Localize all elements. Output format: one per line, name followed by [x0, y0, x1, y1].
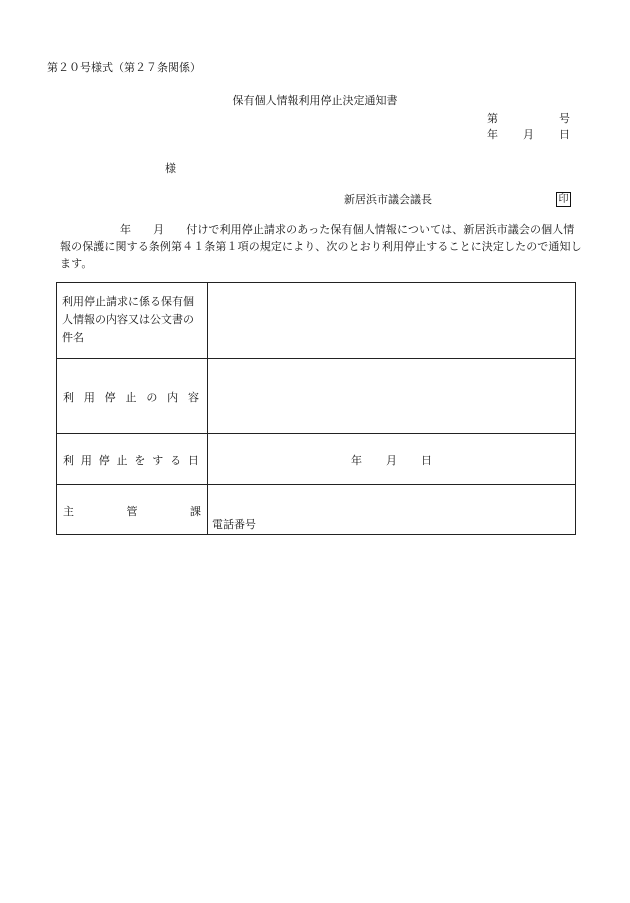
table-row-department [57, 485, 576, 535]
body-text: 付けで利用停止請求のあった保有個人情報については、新居浜市議会の個人情報の保護に関する条例第４１条第１項の規定により、次のとおり利用停止することに決定したので通知します。 [60, 223, 582, 270]
form-number: 第２０号様式（第２７条関係） [47, 61, 201, 74]
value-department[interactable] [208, 485, 576, 535]
issuer-name: 新居浜市議会議長 [344, 193, 432, 206]
table-row-date [57, 434, 576, 485]
value-content[interactable] [208, 359, 576, 434]
date-year: 年 [351, 454, 362, 467]
number-suffix: 号 [559, 112, 570, 125]
label-subject [57, 283, 208, 359]
date-day: 日 [421, 454, 432, 467]
document-number [487, 112, 570, 126]
label-content: 利 用 停 止 の 内 容 [57, 359, 208, 434]
table-row-content [57, 359, 576, 434]
number-prefix: 第 [487, 112, 498, 125]
seal-mark: 印 [556, 192, 571, 207]
issue-date-day: 日 [559, 128, 570, 141]
notice-body [60, 221, 582, 272]
addressee-honorific: 様 [165, 162, 176, 175]
label-date: 利 用 停 止 を す る 日 [57, 434, 208, 485]
tel-label: 電話番号 [212, 518, 256, 531]
date-month: 月 [386, 454, 397, 467]
label-subject-line-2: 人情報の内容又は公文書の [62, 313, 194, 326]
table-row-subject [57, 283, 576, 359]
decision-table [56, 282, 576, 535]
value-date[interactable] [208, 434, 576, 485]
label-subject-line-3: 件名 [62, 331, 84, 344]
issue-date-year: 年 [487, 128, 498, 141]
value-subject[interactable] [208, 283, 576, 359]
body-month: 月 [153, 223, 165, 236]
issue-date-month: 月 [523, 128, 534, 141]
label-subject-line-1: 利用停止請求に係る保有個 [62, 295, 194, 308]
issue-date [487, 128, 570, 142]
label-department: 主 管 課 [57, 485, 208, 535]
body-year: 年 [120, 223, 132, 236]
document-title: 保有個人情報利用停止決定通知書 [232, 94, 398, 107]
